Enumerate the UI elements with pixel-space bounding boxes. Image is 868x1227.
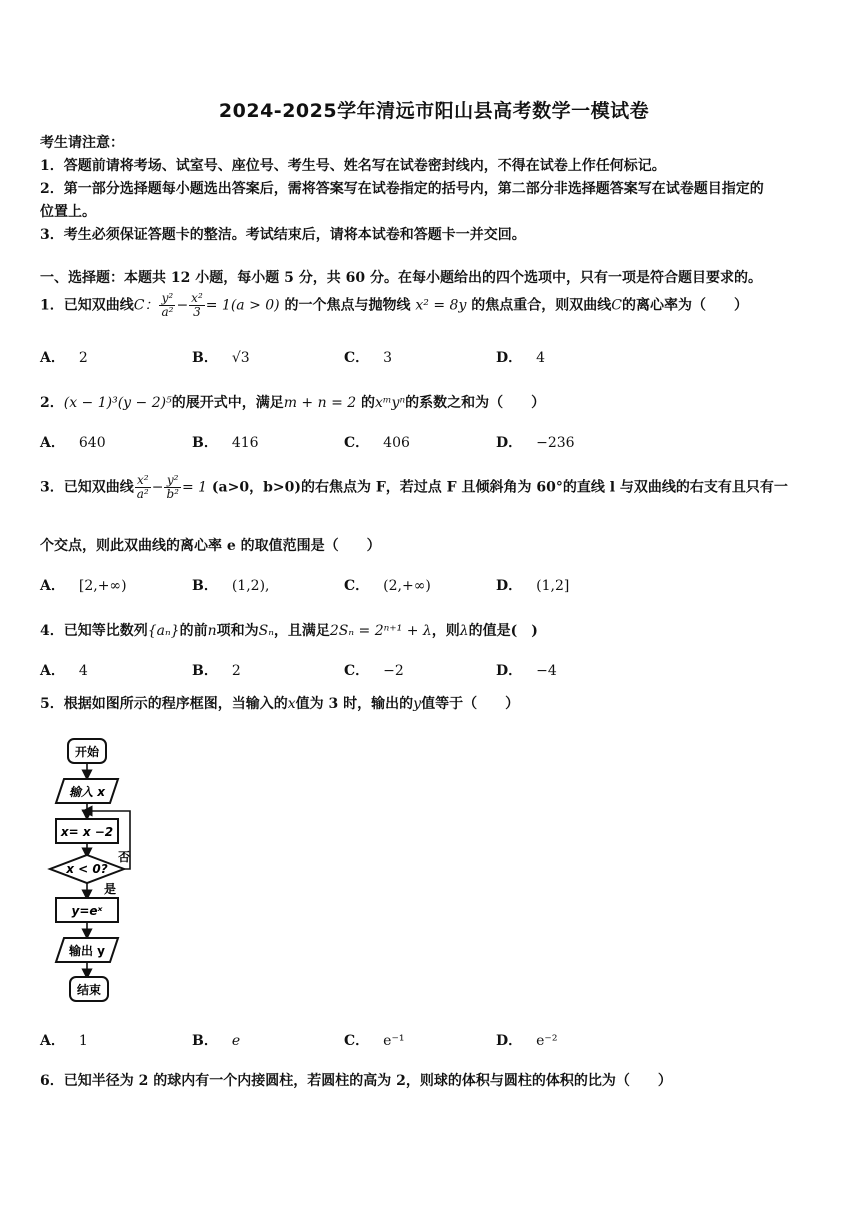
option-d[interactable]: D． (1,2] [496,578,570,594]
option-c[interactable]: C． e⁻¹ [344,1033,405,1049]
question-3-line-2: 个交点，则此双曲线的离心率 e 的取值范围是（ ） [40,538,381,554]
option-b[interactable]: B． √3 [192,350,250,366]
question-1: 1．已知双曲线C： $\frac{\text{y²}}{\text{a²}}$ − $\frac{\text{x²}}{3}$ = 1(a > 0) 的一个焦点与抛物线 x² = 8y 的焦点重合，则双曲线C的离心率为（ ） [40,291,748,319]
section-title: 一、选择题：本题共 12 小题，每小题 5 分，共 60 分。在每小题给出的四个选项中，只有一项是符合题目要求的。 [40,270,762,286]
option-c[interactable]: C． 3 [344,350,393,366]
question-number: 6． [40,1073,64,1089]
option-b[interactable]: B． e [192,1033,241,1049]
option-a[interactable]: A． 2 [40,350,88,366]
option-c[interactable]: C． −2 [344,663,404,679]
flow-no-label: 否 [118,850,131,864]
notice-item-3: 3．考生必须保证答题卡的整洁。考试结束后，请将本试卷和答题卡一并交回。 [40,227,526,243]
option-d[interactable]: D． −236 [496,435,575,451]
fraction: $\frac{\text{x²}}{3}$ [191,291,203,319]
fraction: $\frac{\text{y²}}{\text{b²}}$ [166,473,179,501]
flow-input-label: 输入 x [69,785,105,799]
flow-start-label: 开始 [74,745,100,759]
option-a[interactable]: A． 640 [40,435,106,451]
option-c[interactable]: C． (2,+∞) [344,578,431,594]
option-b[interactable]: B． 2 [192,663,241,679]
flow-condition-label: x < 0? [66,862,108,876]
option-c[interactable]: C． 406 [344,435,410,451]
notice-item-1: 1．答题前请将考场、试室号、座位号、考生号、姓名写在试卷密封线内，不得在试卷上作任何标记。 [40,158,666,174]
question-number: 1． [40,297,64,314]
question-2: 2．(x − 1)³(y − 2)⁵的展开式中，满足m + n = 2 的xᵐyⁿ的系数之和为（ ） [40,395,546,411]
question-3: 3．已知双曲线 $\frac{\text{x²}}{\text{a²}}$ − $\frac{\text{y²}}{\text{b²}}$ = 1 (a>0，b>0)的右焦点为 F，若过点 F 且倾斜角为 60°的直线 l 与双曲线的右支有且只有一 [40,473,788,501]
notice-item-2: 2．第一部分选择题每小题选出答案后，需将答案写在试卷指定的括号内，第二部分非选择题答案写在试卷题目指定的 [40,181,764,197]
option-a[interactable]: A． 1 [40,1033,88,1049]
program-flowchart [44,735,144,1005]
question-number: 2． [40,395,64,411]
flow-output-label: 输出 y [68,944,106,958]
option-a[interactable]: A． 4 [40,663,88,679]
flow-calc-label: y=eˣ [71,904,103,918]
question-4: 4．已知等比数列{aₙ}的前n项和为Sₙ，且满足2Sₙ = 2ⁿ⁺¹ + λ，则λ的值是( ) [40,623,538,639]
question-6: 6．已知半径为 2 的球内有一个内接圆柱，若圆柱的高为 2，则球的体积与圆柱的体积的比为（ ） [40,1073,672,1089]
page-title: 2024-2025学年清远市阳山县高考数学一模试卷 [218,100,650,122]
option-d[interactable]: D． e⁻² [496,1033,558,1049]
option-d[interactable]: D． −4 [496,663,557,679]
question-number: 5． [40,696,64,712]
exam-notice [40,132,832,247]
option-b[interactable]: B． (1,2), [192,578,270,594]
notice-item-2-cont: 位置上。 [40,204,96,220]
fraction: $\frac{\text{x²}}{\text{a²}}$ [136,473,149,501]
question-5: 5．根据如图所示的程序框图，当输入的x值为 3 时，输出的y值等于（ ） [40,696,520,712]
notice-heading: 考生请注意： [40,135,124,151]
fraction: $\frac{\text{y²}}{\text{a²}}$ [161,291,174,319]
option-d[interactable]: D． 4 [496,350,546,366]
flow-end-label: 结束 [76,983,102,997]
question-number: 3． [40,479,64,496]
option-a[interactable]: A． [2,+∞) [40,578,127,594]
flow-yes-label: 是 [104,882,117,896]
flow-assign-label: x= x −2 [60,825,114,839]
question-number: 4． [40,623,64,639]
option-b[interactable]: B． 416 [192,435,259,451]
